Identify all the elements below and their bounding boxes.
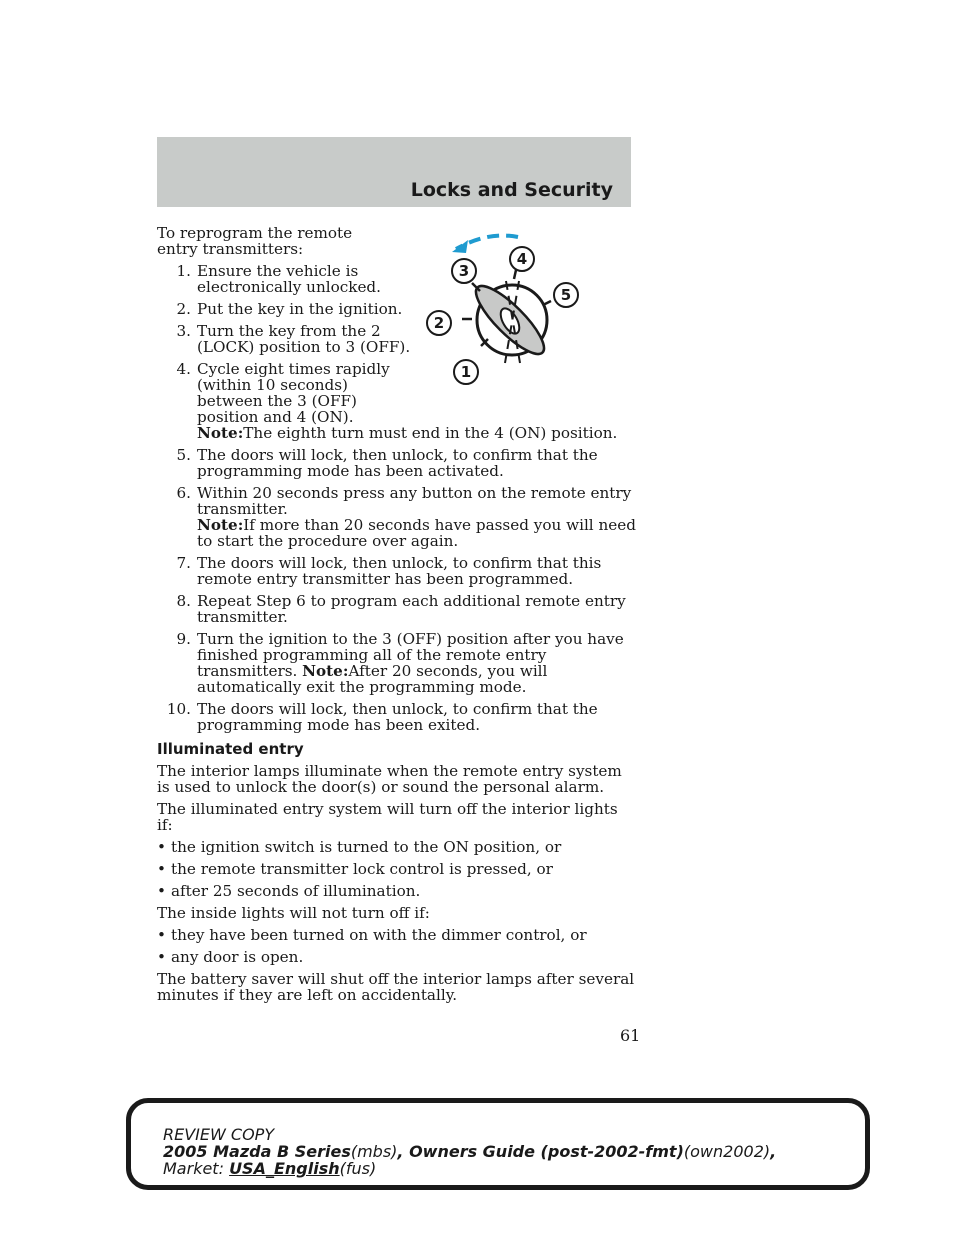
step-number: 3. bbox=[176, 322, 191, 340]
step-number: 5. bbox=[176, 446, 191, 464]
step-7 bbox=[157, 555, 637, 587]
step-text: Cycle eight times rapidly (within 10 seconds) between the 3 (OFF) position and 4 (ON). bbox=[197, 360, 390, 426]
note-text: After 20 seconds, you will automatically exit the programming mode. bbox=[197, 662, 548, 696]
list-item: • they have been turned on with the dimmer control, or bbox=[157, 926, 587, 944]
step-text: Ensure the vehicle is electronically unlocked. bbox=[197, 262, 381, 296]
section-header bbox=[157, 137, 631, 207]
step-2 bbox=[157, 301, 433, 317]
label-4: 4 bbox=[516, 250, 528, 268]
document-info: 2005 Mazda B Series(mbs), Owners Guide (post-2002-fmt)(own2002), bbox=[163, 1142, 777, 1161]
step-text: Turn the ignition to the 3 (OFF) position after you have finished programming all of the remote entry transmitters. bbox=[197, 630, 624, 680]
review-copy-footer bbox=[163, 1126, 776, 1177]
step-text: Within 20 seconds press any button on the remote entry transmitter. bbox=[197, 484, 632, 518]
step-text: Repeat Step 6 to program each additional remote entry transmitter. bbox=[197, 592, 626, 626]
note-text: If more than 20 seconds have passed you will need to start the procedure over again. bbox=[197, 516, 636, 550]
step-6 bbox=[157, 485, 637, 549]
step-8 bbox=[157, 593, 637, 625]
note-label: Note: bbox=[197, 424, 244, 442]
illuminated-paragraph: The interior lamps illuminate when the remote entry system is used to unlock the door(s) or sound the personal alarm. bbox=[157, 762, 622, 796]
step-number: 4. bbox=[176, 360, 191, 378]
intro-text: To reprogram the remote entry transmitters: bbox=[157, 224, 353, 258]
label-2: 2 bbox=[433, 314, 445, 332]
step-note bbox=[197, 517, 637, 549]
note-label: Note: bbox=[197, 516, 244, 534]
step-text: Turn the key from the 2 (LOCK) position to 3 (OFF). bbox=[197, 322, 411, 356]
illuminated-paragraph: The battery saver will shut off the interior lamps after several minutes if they are left on accidentally. bbox=[157, 970, 635, 1004]
label-5: 5 bbox=[560, 286, 572, 304]
step-number: 10. bbox=[166, 700, 191, 718]
step-number: 7. bbox=[176, 554, 191, 572]
step-number: 2. bbox=[176, 300, 191, 318]
note-text: The eighth turn must end in the 4 (ON) position. bbox=[243, 424, 618, 442]
list-item: • after 25 seconds of illumination. bbox=[157, 882, 421, 900]
step-4 bbox=[157, 361, 637, 441]
market-info: Market: USA_English(fus) bbox=[163, 1159, 377, 1178]
step-1 bbox=[157, 263, 433, 295]
label-1: 1 bbox=[460, 363, 472, 381]
step-number: 6. bbox=[176, 484, 191, 502]
step-text: The doors will lock, then unlock, to confirm that the programming mode has been exited. bbox=[197, 700, 598, 734]
page-number: 61 bbox=[620, 1026, 641, 1045]
list-item: • the remote transmitter lock control is pressed, or bbox=[157, 860, 553, 878]
section-title: Locks and Security bbox=[410, 179, 613, 201]
review-copy-label: REVIEW COPY bbox=[163, 1125, 275, 1144]
label-3: 3 bbox=[458, 262, 470, 280]
step-text: The doors will lock, then unlock, to confirm that the programming mode has been activated. bbox=[197, 446, 598, 480]
illuminated-entry-heading: Illuminated entry bbox=[157, 740, 304, 758]
step-text: The doors will lock, then unlock, to confirm that this remote entry transmitter has been programmed. bbox=[197, 554, 602, 588]
step-number: 8. bbox=[176, 592, 191, 610]
page-body bbox=[157, 225, 637, 1009]
step-5 bbox=[157, 447, 637, 479]
step-10 bbox=[157, 701, 637, 733]
step-3 bbox=[157, 323, 433, 355]
list-item: • any door is open. bbox=[157, 948, 304, 966]
step-text: Put the key in the ignition. bbox=[197, 300, 403, 318]
step-number: 9. bbox=[176, 630, 191, 648]
illuminated-paragraph: The inside lights will not turn off if: bbox=[157, 904, 430, 922]
note-label: Note: bbox=[302, 662, 349, 680]
step-number: 1. bbox=[176, 262, 191, 280]
list-item: • the ignition switch is turned to the ON position, or bbox=[157, 838, 562, 856]
step-note bbox=[197, 425, 637, 441]
illuminated-paragraph: The illuminated entry system will turn off the interior lights if: bbox=[157, 800, 618, 834]
step-9 bbox=[157, 631, 637, 695]
